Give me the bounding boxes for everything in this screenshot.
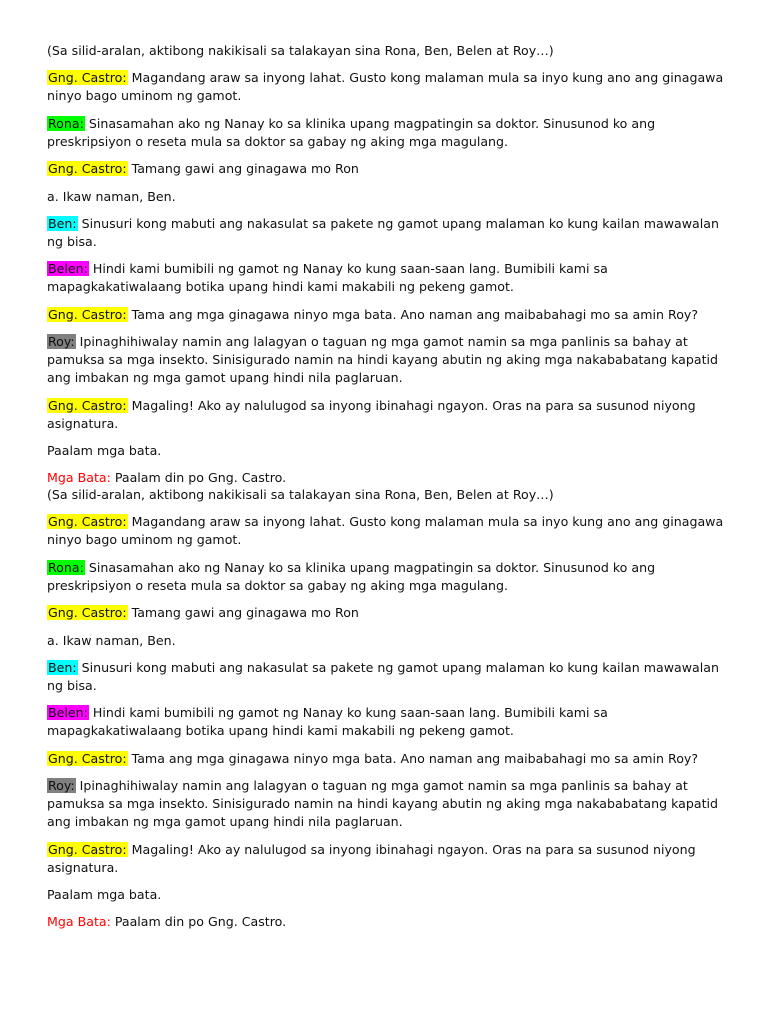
dialogue-text: Paalam mga bata. [47,442,162,458]
speaker-ben: Ben: [48,659,77,675]
dialogue-line [47,659,727,695]
dialogue-line [47,841,727,877]
dialogue-line [47,215,727,251]
dialogue-text: Sinasamahan ako ng Nanay ko sa klinika upang magpatingin sa doktor. Sinusunod ko ang preskripsiyon o reseta mula sa doktor sa gabay ng aking mga magulang. [47,115,656,149]
dialogue-line [47,115,727,151]
dialogue-text: Ipinaghihiwalay namin ang lalagyan o taguan ng mga gamot namin sa mga panlinis sa bahay at pamuksa sa mga insekto. Sinisigurado namin na hindi kayang abutin ng aking mga nakababatang kapatid ang imbakan ng mga gamot upang hindi nila paglaruan. [47,778,719,830]
dialogue-line [47,469,727,487]
speaker-mga-bata: Mga Bata: [47,470,111,486]
dialogue-block-1 [47,42,727,497]
dialogue-line [47,559,727,595]
dialogue-text: Tamang gawi ang ginagawa mo Ron [127,161,359,177]
dialogue-block-2 [47,486,727,941]
speaker-belen: Belen: [48,261,88,277]
speaker-castro: Gng. Castro: [48,605,127,621]
dialogue-line [47,777,727,831]
dialogue-text: Tama ang mga ginagawa ninyo mga bata. Ano naman ang maibabahagi mo sa amin Roy? [127,750,699,766]
dialogue-line [47,333,727,387]
dialogue-text: Magaling! Ako ay nalulugod sa inyong ibinahagi ngayon. Oras na para sa susunod niyong asignatura. [47,397,696,431]
speaker-castro: Gng. Castro: [48,514,127,530]
dialogue-line [47,886,727,904]
speaker-castro: Gng. Castro: [48,306,127,322]
dialogue-line [47,306,727,324]
dialogue-line [47,160,727,178]
dialogue-text: Ipinaghihiwalay namin ang lalagyan o taguan ng mga gamot namin sa mga panlinis sa bahay at pamuksa sa mga insekto. Sinisigurado namin na hindi kayang abutin ng aking mga nakababatang kapatid ang imbakan ng mga gamot upang hindi nila paglaruan. [47,334,719,386]
dialogue-text: Sinusuri kong mabuti ang nakasulat sa pakete ng gamot upang malaman ko kung kailan mawawalan ng bisa. [47,659,719,693]
dialogue-line [47,913,727,931]
speaker-rona: Rona: [48,559,84,575]
dialogue-line [47,442,727,460]
dialogue-text: Magandang araw sa inyong lahat. Gusto kong malaman mula sa inyo kung ano ang ginagawa ninyo bago uminom ng gamot. [47,70,724,104]
dialogue-text: Tamang gawi ang ginagawa mo Ron [127,605,359,621]
dialogue-text: Paalam din po Gng. Castro. [110,914,287,930]
scene-intro: (Sa silid-aralan, aktibong nakikisali sa talakayan sina Rona, Ben, Belen at Roy…) [47,487,554,502]
dialogue-text: Hindi kami bumibili ng gamot ng Nanay ko kung saan-saan lang. Bumibili kami sa mapagkakatiwalaang botika upang hindi kami makabili ng pekeng gamot. [47,261,608,295]
speaker-castro: Gng. Castro: [48,841,127,857]
dialogue-text: Paalam din po Gng. Castro. [110,470,287,486]
speaker-roy: Roy: [48,778,75,794]
speaker-castro: Gng. Castro: [48,750,127,766]
dialogue-text: Sinasamahan ako ng Nanay ko sa klinika upang magpatingin sa doktor. Sinusunod ko ang preskripsiyon o reseta mula sa doktor sa gabay ng aking mga magulang. [47,559,656,593]
dialogue-text: Sinusuri kong mabuti ang nakasulat sa pakete ng gamot upang malaman ko kung kailan mawawalan ng bisa. [47,215,719,249]
speaker-belen: Belen: [48,705,88,721]
dialogue-line [47,632,727,650]
dialogue-line [47,69,727,105]
dialogue-line [47,604,727,622]
dialogue-text: Paalam mga bata. [47,886,162,902]
dialogue-line [47,260,727,296]
speaker-mga-bata: Mga Bata: [47,914,111,930]
dialogue-text: Hindi kami bumibili ng gamot ng Nanay ko kung saan-saan lang. Bumibili kami sa mapagkakatiwalaang botika upang hindi kami makabili ng pekeng gamot. [47,705,608,739]
speaker-castro: Gng. Castro: [48,161,127,177]
speaker-castro: Gng. Castro: [48,397,127,413]
dialogue-text: Magaling! Ako ay nalulugod sa inyong ibinahagi ngayon. Oras na para sa susunod niyong asignatura. [47,841,696,875]
dialogue-text: Tama ang mga ginagawa ninyo mga bata. Ano naman ang maibabahagi mo sa amin Roy? [127,306,699,322]
speaker-rona: Rona: [48,115,84,131]
scene-intro: (Sa silid-aralan, aktibong nakikisali sa talakayan sina Rona, Ben, Belen at Roy…) [47,43,554,58]
speaker-roy: Roy: [48,334,75,350]
dialogue-line [47,188,727,206]
speaker-castro: Gng. Castro: [48,70,127,86]
dialogue-line [47,397,727,433]
dialogue-text: a. Ikaw naman, Ben. [47,632,176,648]
dialogue-line [47,704,727,740]
dialogue-line [47,513,727,549]
dialogue-text: Magandang araw sa inyong lahat. Gusto kong malaman mula sa inyo kung ano ang ginagawa ninyo bago uminom ng gamot. [47,514,724,548]
speaker-ben: Ben: [48,215,77,231]
dialogue-line [47,750,727,768]
dialogue-text: a. Ikaw naman, Ben. [47,188,176,204]
